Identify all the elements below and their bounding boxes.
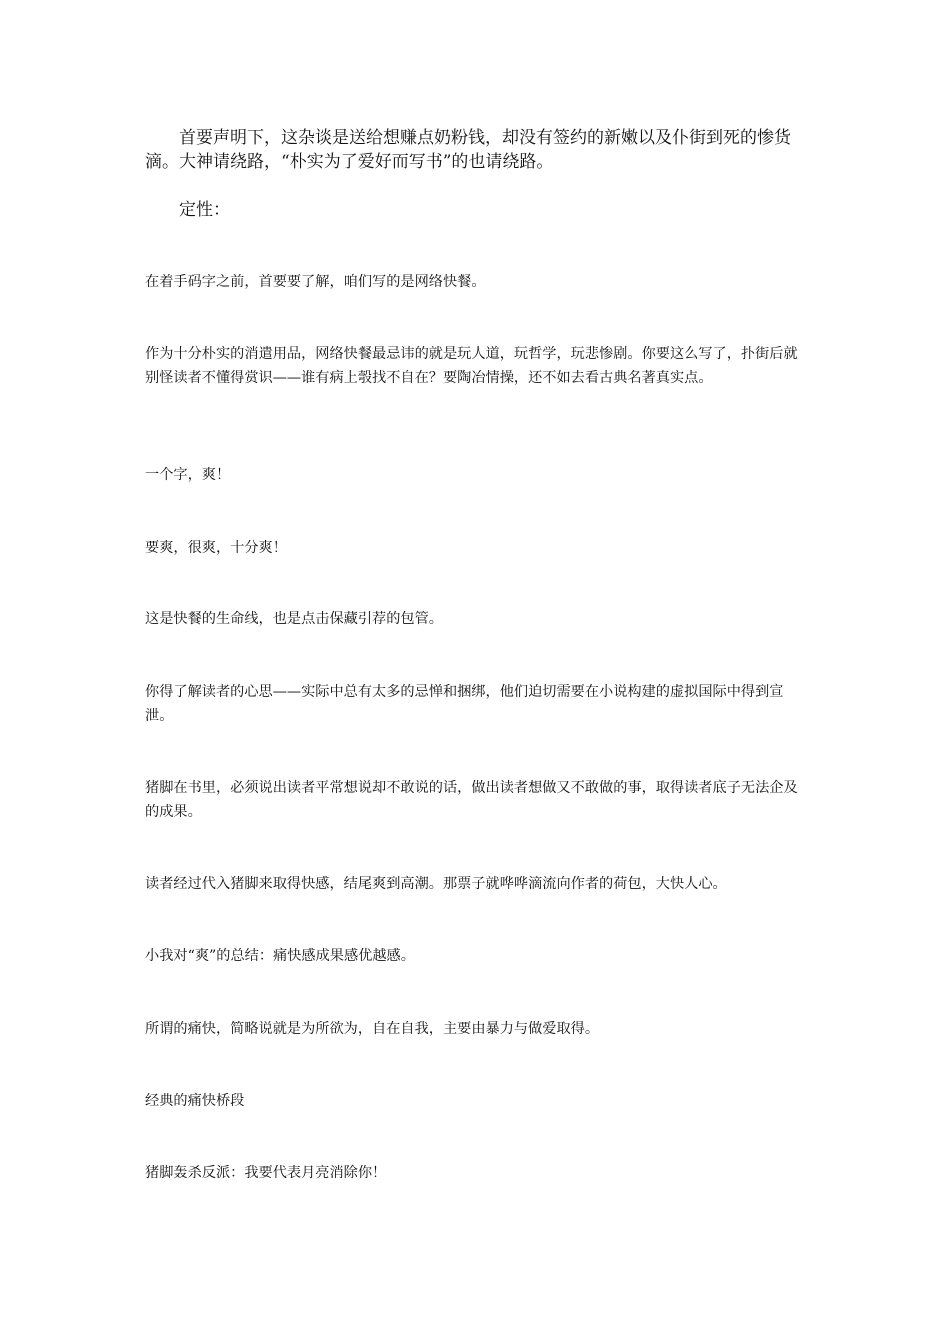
paragraph-kill-villain: 猪脚轰杀反派：我要代表月亮消除你！ [145,1165,387,1181]
paragraph-protagonist: 猪脚在书里，必须说出读者平常想说却不敢说的话，做出读者想做又不敢做的事，取得读者底子无法企及的成果。 [145,780,798,820]
paragraph-lifeline: 这是快餐的生命线，也是点击保藏引荐的包管。 [145,611,443,627]
paragraph-summary: 小我对“爽”的总结：痛快感成果感优越感。 [145,948,415,964]
intro-paragraph: 首要声明下，这杂谈是送给想赚点奶粉钱，却没有签约的新嫩以及仆街到死的惨货滴。大神请绕路，“朴实为了爱好而写书”的也请绕路。 [145,128,791,172]
paragraph-classic-scenes: 经典的痛快桥段 [145,1093,245,1109]
paragraph-reader-pleasure: 读者经过代入猪脚来取得快感，结尾爽到高潮。那票子就哗哗滴流向作者的荷包，大快人心。 [145,876,727,892]
paragraph-fast-food: 在着手码字之前，首要要了解，咱们写的是网络快餐。 [145,274,486,290]
paragraph-reader-mind: 你得了解读者的心思——实际中总有太多的忌惮和捆绑，他们迫切需要在小说构建的虚拟国际中得到宣泄。 [145,684,784,724]
paragraph-entertainment: 作为十分朴实的消遣用品，网络快餐最忌讳的就是玩人道，玩哲学，玩悲惨剧。你要这么写了，扑街后就别怪读者不懂得赏识——谁有病上彀找不自在？要陶冶情操，还不如去看古典名著真实点。 [145,346,798,386]
paragraph-definition-of-pleasure: 所谓的痛快，简略说就是为所欲为，自在自我，主要由暴力与做爱取得。 [145,1021,600,1037]
section-heading-definition: 定性： [179,200,230,220]
paragraph-one-word: 一个字，爽！ [145,467,231,483]
paragraph-very-cool: 要爽，很爽，十分爽！ [145,540,287,556]
